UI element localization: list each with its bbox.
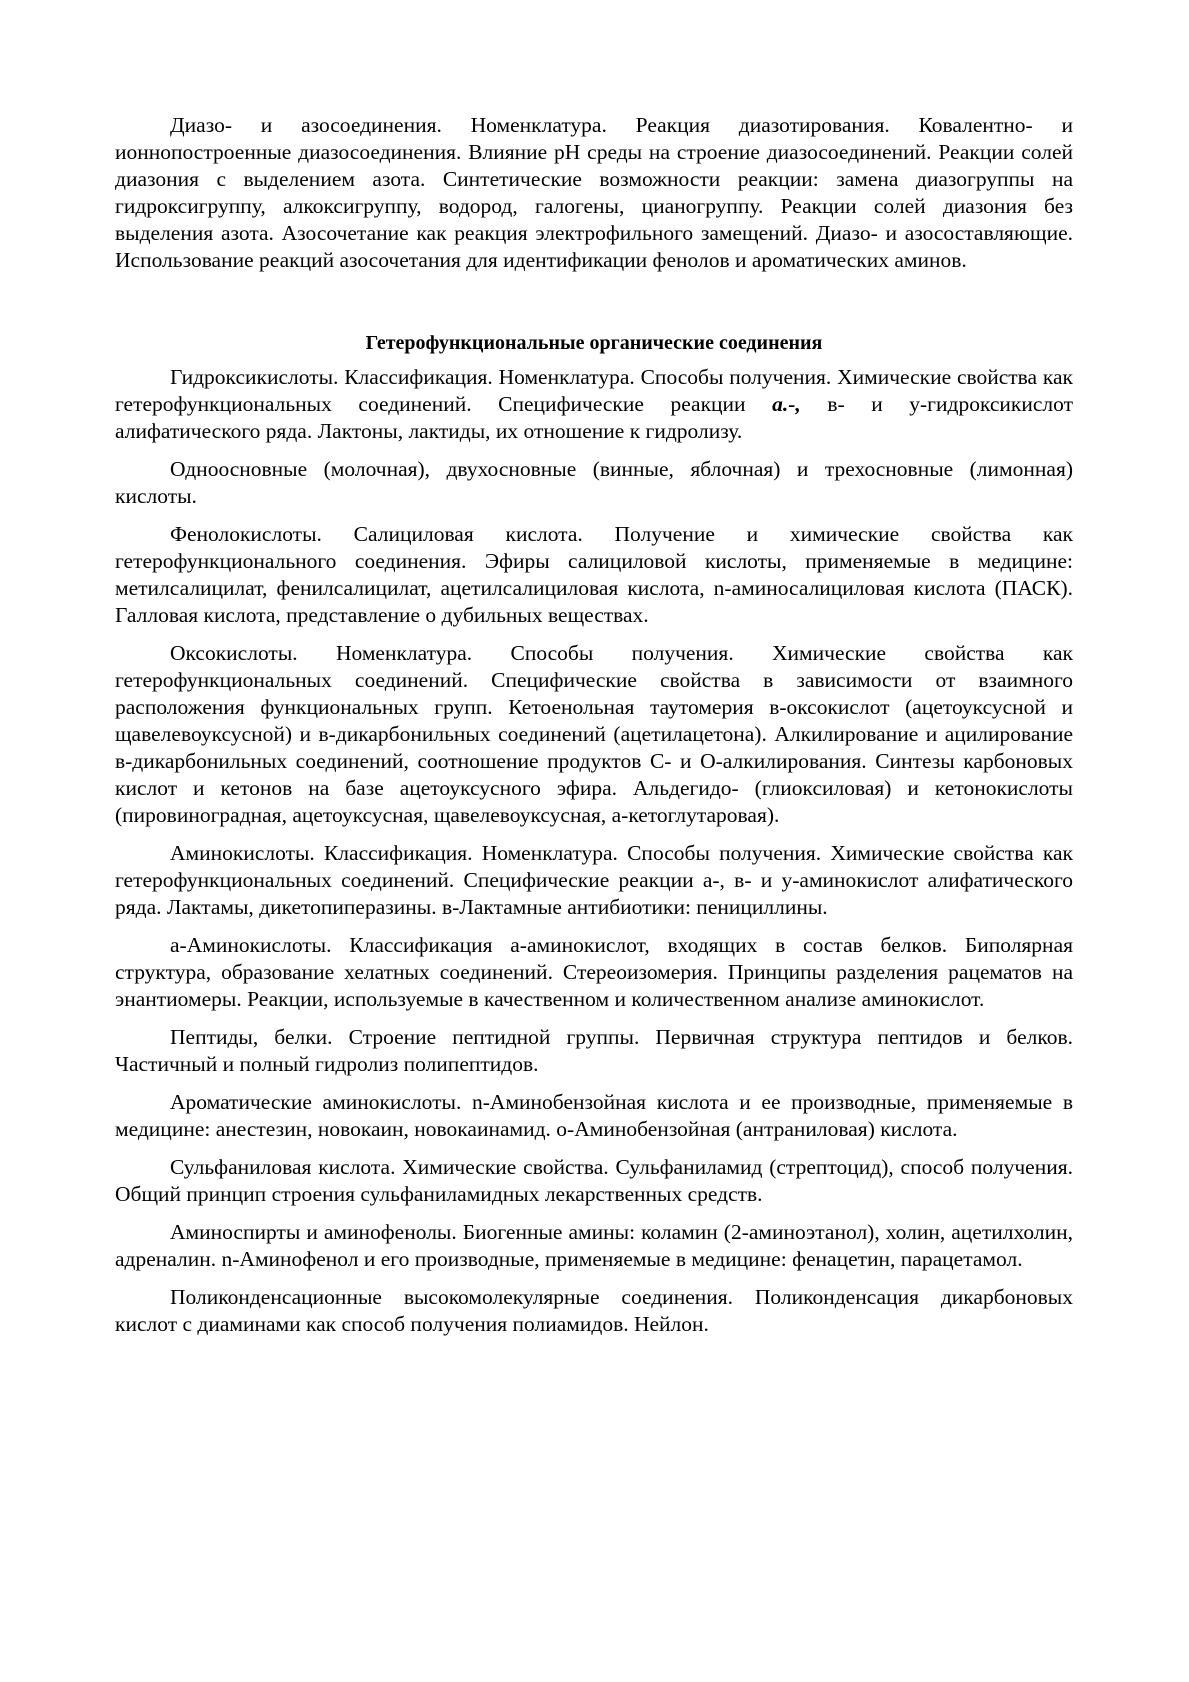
paragraph-amino-alcohols: Аминоспирты и аминофенолы. Биогенные амины: коламин (2-аминоэтанол), холин, ацетилхолин, адреналин. n-Аминофенол и его производные, применяемые в медицине: фенацетин, парацетамол. [115,1220,1073,1271]
section-title: Гетерофункциональные органические соединения [365,332,823,354]
paragraph-aromatic-amino-acids: Ароматические аминокислоты. n-Аминобензойная кислота и ее производные, применяемые в медицине: анестезин, новокаин, новокаинамид. о-Аминобензойная (антраниловая) кислота. [115,1090,1073,1141]
paragraph-hydroxy-acids [115,364,1073,445]
paragraph-oxo-acids: Оксокислоты. Номенклатура. Способы получения. Химические свойства как гетерофункциональных соединений. Специфические свойства в зависимости от взаимного расположения функциональных групп. Кетоенольная таутомерия в-оксокислот (ацетоуксусной и щавелевоуксусной) и в-дикарбонильных соединений (ацетилацетона). Алкилирование и ацилирование в-дикарбонильных соединений, соотношение продуктов С- и О-алкилирования. Синтезы карбоновых кислот и кетонов на базе ацетоуксусного эфира. Альдегидо- (глиоксиловая) и кетонокислоты (пировиноградная, ацетоуксусная, щавелевоуксусная, а-кетоглутаровая). [115,641,1073,827]
paragraph-acid-types: Одноосновные (молочная), двухосновные (винные, яблочная) и трехосновные (лимонная) кислоты. [115,457,1073,508]
paragraph-alpha-amino-acids: а-Аминокислоты. Классификация а-аминокислот, входящих в состав белков. Биполярная структура, образование хелатных соединений. Стереоизомерия. Принципы разделения рацематов на энантиомеры. Реакции, используемые в качественном и количественном анализе аминокислот. [115,933,1073,1011]
document-page [115,112,1073,1349]
paragraph-phenolic-acids: Фенолокислоты. Салициловая кислота. Получение и химические свойства как гетерофункционального соединения. Эфиры салициловой кислоты, применяемые в медицине: метилсалицилат, фенилсалицилат, ацетилсалициловая кислота, n-аминосалициловая кислота (ПАСК). Галловая кислота, представление о дубильных веществах. [115,522,1073,627]
paragraph-amino-acids: Аминокислоты. Классификация. Номенклатура. Способы получения. Химические свойства как гетерофункциональных соединений. Специфические реакции а-, в- и у-аминокислот алифатического ряда. Лактамы, дикетопиперазины. в-Лактамные антибиотики: пенициллины. [115,841,1073,919]
hydroxy-acids-text-start: Гидроксикислоты. Классификация. Номенклатура. Способы получения. Химические свойства как гетерофункциональных соединений. Специфические реакции [115,365,1073,416]
alpha-emphasis: а.-, [772,392,801,416]
hydroxy-acids-text-end: в- и у-гидроксикислот алифатического ряда. Лактоны, лактиды, их отношение к гидролизу. [115,392,1073,443]
paragraph-diazo-compounds: Диазо- и азосоединения. Номенклатура. Реакция диазотирования. Ковалентно- и ионнопостроенные диазосоединения. Влияние рН среды на строение диазосоединений. Реакции солей диазония с выделением азота. Синтетические возможности реакции: замена диазогруппы на гидроксигруппу, алкоксигруппу, водород, галогены, цианогруппу. Реакции солей диазония без выделения азота. Азосочетание как реакция электрофильного замещений. Диазо- и азосоставляющие. Использование реакций азосочетания для идентификации фенолов и ароматических аминов. [115,113,1073,272]
paragraph-sulfanilic-acid: Сульфаниловая кислота. Химические свойства. Сульфаниламид (стрептоцид), способ получения. Общий принцип строения сульфаниламидных лекарственных средств. [115,1155,1073,1206]
paragraph-polycondensation: Поликонденсационные высокомолекулярные соединения. Поликонденсация дикарбоновых кислот с диаминами как способ получения полиамидов. Нейлон. [115,1285,1073,1336]
paragraph-peptides-proteins: Пептиды, белки. Строение пептидной группы. Первичная структура пептидов и белков. Частичный и полный гидролиз полипептидов. [115,1025,1073,1076]
